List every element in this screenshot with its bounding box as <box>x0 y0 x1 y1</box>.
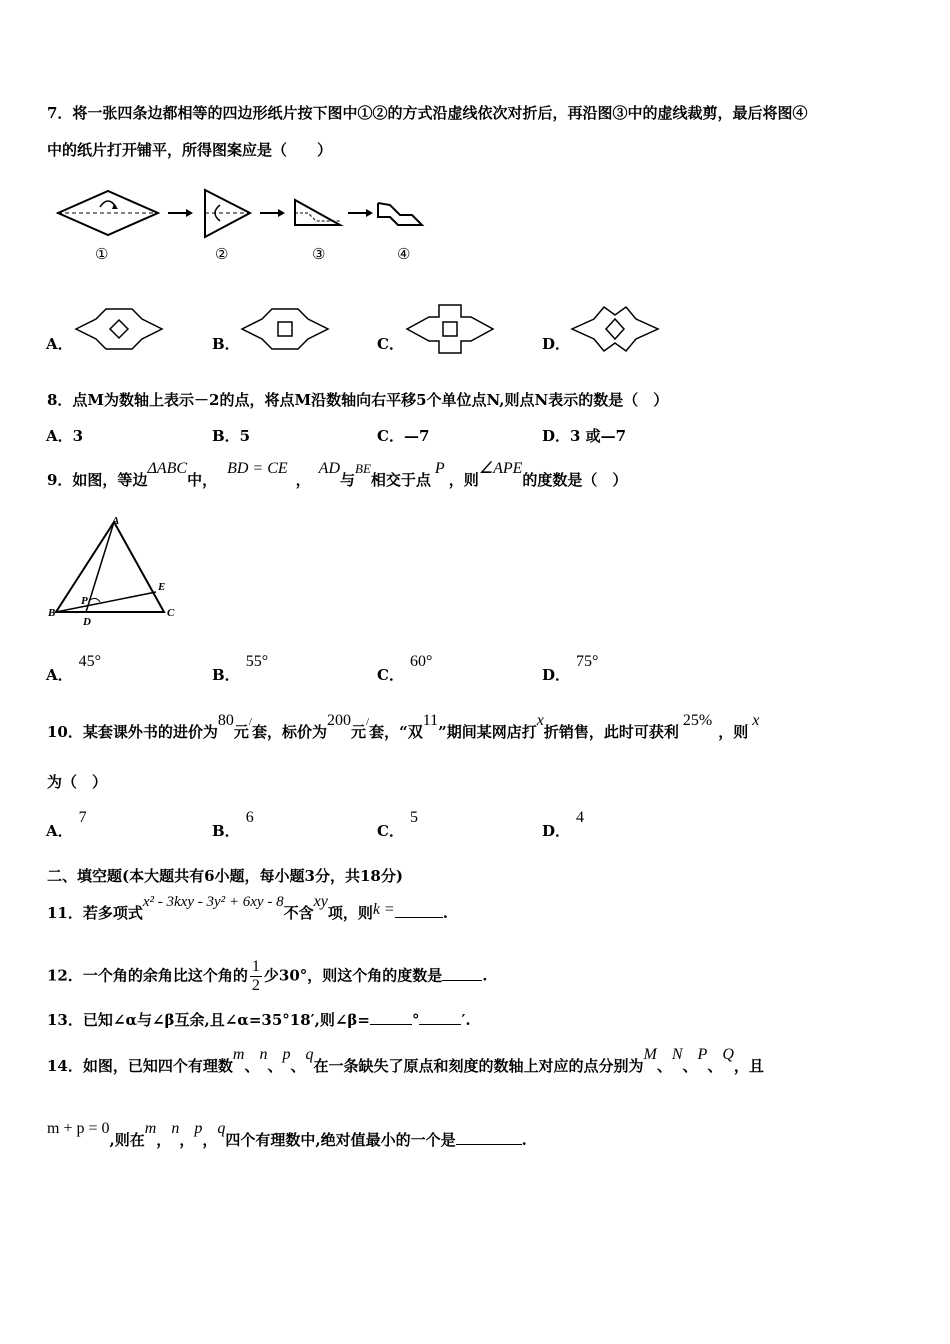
q9-option-c[interactable]: C．60° <box>377 653 433 684</box>
q12-stem: 12．一个角的余角比这个角的 $\frac{1}{2}$ 少30°，则这个角的度数是 . <box>47 958 488 994</box>
q10-math-25pct: 25% <box>682 712 713 729</box>
q14-stem-line1: 14．如图，已知四个有理数m、n、p、q在一条缺失了原点和刻度的数轴上对应的点分别为M、N、P、Q，且 <box>47 1046 764 1075</box>
q10-math-x2: x <box>752 712 760 729</box>
q13-degree-blank[interactable] <box>370 1010 412 1025</box>
q7-step1-label: ① <box>95 245 109 263</box>
q10-math-11: 11 <box>422 712 439 729</box>
q9-fig-label-c: C <box>167 607 175 619</box>
q13-minute-blank[interactable] <box>419 1010 461 1025</box>
q9-fig-label-b: B <box>48 607 56 619</box>
q11-math-xy: xy <box>313 893 328 910</box>
q7-step3-label: ③ <box>312 245 326 263</box>
q9-stem: 9．如图，等边ΔABC中，BD = CE，AD与BE相交于点P，则∠APE的度数是（ ） <box>47 460 628 489</box>
q7-step4-label: ④ <box>397 245 411 263</box>
q9-math-be: BE <box>355 461 371 476</box>
q14-math-equation: m + p = 0 <box>47 1120 110 1137</box>
q7-option-c-figure <box>405 303 495 355</box>
q11-answer-blank[interactable] <box>395 903 443 918</box>
q7-option-a-figure <box>74 305 164 353</box>
q9-triangle-figure <box>48 516 188 626</box>
q11-polynomial: x² - 3kxy - 3y² + 6xy - 8 <box>142 894 284 910</box>
q7-step2-label: ② <box>215 245 229 263</box>
q9-math-ad: AD <box>318 460 340 477</box>
q9-option-b[interactable]: B．55° <box>212 653 269 684</box>
q8-stem: 8．点M为数轴上表示－2的点，将点M沿数轴向右平移5个单位点N,则点N表示的数是（ ） <box>47 391 669 409</box>
q9-fig-label-e: E <box>158 581 166 593</box>
q10-math-200: 200 <box>326 712 351 729</box>
q7-option-d-figure <box>570 303 660 355</box>
q10-option-a[interactable]: A．7 <box>46 809 87 840</box>
q11-math-k: k = <box>372 901 395 918</box>
q13-stem: 13．已知∠α与∠β互余,且∠α=35°18′,则∠β= ° ′. <box>47 1011 471 1029</box>
q10-option-b[interactable]: B．6 <box>212 809 254 840</box>
q9-fig-label-p: P <box>81 595 88 607</box>
q9-math-bd-ce: BD = CE <box>227 460 288 477</box>
q7-option-a[interactable]: A． <box>46 335 73 353</box>
q12-answer-blank[interactable] <box>442 966 482 981</box>
q7-stem-line1: 7．将一张四条边都相等的四边形纸片按下图中①②的方式沿虚线依次对折后，再沿图③中的虚线裁剪，最后将图④ <box>47 104 808 122</box>
q7-option-b[interactable]: B． <box>212 335 240 353</box>
q10-option-c[interactable]: C．5 <box>377 809 418 840</box>
q10-math-80: 80 <box>217 712 234 729</box>
q10-math-x: x <box>536 712 544 729</box>
q8-option-a[interactable]: A．3 <box>46 427 84 445</box>
q9-option-d[interactable]: D．75° <box>542 653 599 684</box>
q14-answer-blank[interactable] <box>456 1130 522 1145</box>
q7-stem-line2: 中的纸片打开铺平，所得图案应是（ ） <box>47 141 333 159</box>
q9-fig-label-a: A <box>112 515 120 527</box>
q8-option-c[interactable]: C．—7 <box>377 427 430 445</box>
q9-math-p: P <box>434 460 445 477</box>
q8-option-b[interactable]: B．5 <box>212 427 251 445</box>
q10-option-d[interactable]: D．4 <box>542 809 585 840</box>
q9-math-triangle: ΔABC <box>147 460 188 477</box>
q10-stem-line1: 10．某套课外书的进价为80元/套，标价为200元/套，“双11”期间某网店打x折销售，此时可获利25%，则x <box>47 712 760 741</box>
q9-option-a[interactable]: A．45° <box>46 653 102 684</box>
section-2-heading: 二、填空题(本大题共有6小题，每小题3分，共18分) <box>47 867 403 885</box>
q10-stem-line2: 为（ ） <box>47 773 108 791</box>
q9-math-angle-ape: ∠APE <box>478 460 523 477</box>
q12-fraction-half: $\frac{1}{2}$ <box>251 958 260 994</box>
q11-stem: 11．若多项式x² - 3kxy - 3y² + 6xy - 8不含xy项，则k = . <box>47 893 448 922</box>
q9-fig-label-d: D <box>83 616 91 628</box>
q7-option-b-figure <box>240 305 330 353</box>
q7-option-c[interactable]: C． <box>377 335 404 353</box>
q14-stem-line2: m + p = 0,则在m，n，p，q四个有理数中,绝对值最小的一个是 . <box>47 1120 527 1149</box>
q8-option-d[interactable]: D．3 或—7 <box>542 427 627 445</box>
q7-option-d[interactable]: D． <box>542 335 571 353</box>
